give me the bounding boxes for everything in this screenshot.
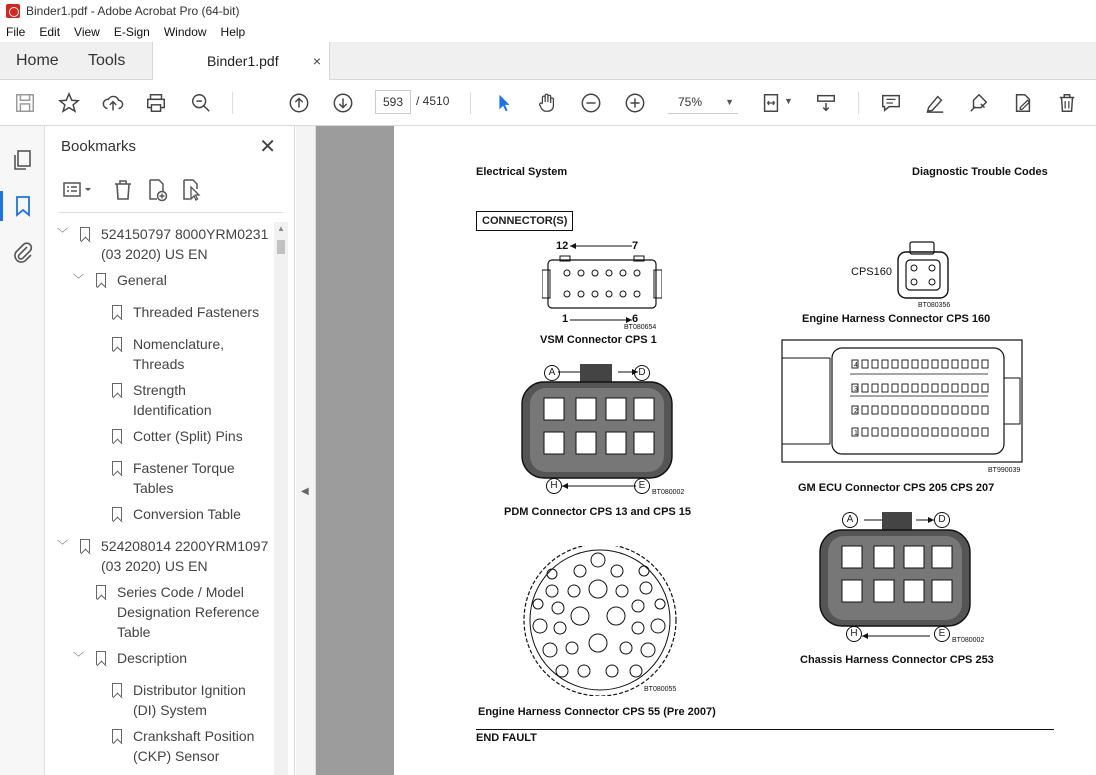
page-number-input[interactable]: 593 [375,90,411,114]
chevron-down-icon[interactable]: ﹀ [73,274,84,286]
bookmark-label: (CKP) Sensor [133,748,220,764]
bookmark-icon [96,273,106,287]
title-bar [0,0,1096,22]
tab-close-button[interactable]: × [312,53,321,69]
bookmark-label: Strength [133,382,186,398]
bookmark-item[interactable] [45,582,275,642]
chassis-caption: Chassis Harness Connector CPS 253 [800,654,994,666]
bookmark-icon [112,729,122,743]
menu-help[interactable]: Help [220,25,246,39]
delete-trash-icon[interactable] [1054,90,1080,116]
bookmark-panel-icon[interactable] [11,194,35,218]
bookmark-label: Nomenclature, [133,336,225,352]
upload-cloud-icon[interactable] [100,90,126,116]
document-margin [316,126,394,775]
tab-home[interactable]: Home [16,52,59,69]
bookmark-label: Series Code / Model [117,584,244,600]
select-cursor-icon[interactable] [491,90,517,116]
collapse-left-icon[interactable]: ◀ [301,486,309,497]
bookmark-item[interactable] [45,334,275,374]
vsm-caption: VSM Connector CPS 1 [540,334,657,346]
toolbar [0,80,1096,126]
gm-ecu-row-label: 3 [854,386,858,393]
chevron-down-icon: ▼ [725,97,734,107]
bookmark-icon [112,507,122,521]
add-bookmark-icon[interactable] [145,178,169,202]
bookmarks-toolbar [55,176,283,202]
cps55-caption: Engine Harness Connector CPS 55 (Pre 2007) [478,706,716,718]
end-fault-label: END FAULT [476,732,537,744]
edit-pdf-icon[interactable] [1010,90,1036,116]
bookmark-icon [112,383,122,397]
menu-esign[interactable]: E-Sign [113,25,150,39]
page-down-icon[interactable] [330,90,356,116]
chevron-down-icon[interactable]: ﹀ [57,540,68,552]
bookmark-label: 524150797 8000YRM0231 [101,226,269,242]
bookmark-icon [112,305,122,319]
divider [59,212,283,213]
bookmark-options-icon[interactable] [61,178,97,202]
pdm-connector-diagram [516,362,686,494]
bookmark-label: (03 2020) US EN [101,558,208,574]
page-thumbnails-icon[interactable] [11,148,35,172]
tab-tools[interactable]: Tools [88,52,126,69]
cps55-connector-diagram [514,546,690,696]
bookmark-item[interactable] [45,504,275,524]
page-total: / 4510 [416,94,450,108]
bookmark-label: Fastener Torque [133,460,235,476]
bookmark-label: Table [117,624,151,640]
bookmark-label: Tables [133,480,174,496]
pdm-pin-h: H [546,478,562,494]
find-bookmark-icon[interactable] [179,178,203,202]
chassis-pin-d: D [934,512,950,528]
figure-code: BT080002 [952,637,985,644]
bookmark-label: Threaded Fasteners [133,304,260,320]
print-icon[interactable] [143,90,169,116]
menu-file[interactable]: File [6,25,26,39]
scroll-up-icon[interactable]: ▲ [277,224,285,233]
zoom-out-icon[interactable] [578,90,604,116]
scroll-mode-icon[interactable] [813,90,839,116]
star-icon[interactable] [56,90,82,116]
cps160-caption: Engine Harness Connector CPS 160 [802,313,991,325]
tab-bar [0,42,1096,80]
pdm-pin-e: E [634,478,650,494]
page-fit-icon[interactable] [758,90,784,116]
bookmark-item[interactable] [45,426,275,446]
scrollbar-thumb[interactable] [277,240,285,254]
page-header-left: Electrical System [476,166,568,178]
chevron-down-icon[interactable]: ▼ [784,96,793,106]
pdm-caption: PDM Connector CPS 13 and CPS 15 [504,506,692,518]
zoom-level-select[interactable] [668,90,738,114]
gm-ecu-row-label: 1 [854,430,858,437]
chevron-down-icon[interactable]: ﹀ [57,228,68,240]
toolbar-divider [470,92,471,114]
bookmark-tree [45,222,275,775]
zoom-search-icon[interactable] [188,90,214,116]
bookmark-label: (03 2020) US EN [101,246,208,262]
tab-document-label: Binder1.pdf [207,53,279,69]
bookmark-label: Identification [133,402,212,418]
chassis-pin-h: H [846,626,862,642]
bookmarks-panel [45,126,295,775]
figure-code: BT990039 [988,467,1021,474]
menu-edit[interactable]: Edit [39,25,61,39]
bookmark-icon [96,585,106,599]
bookmark-label: Cotter (Split) Pins [133,428,243,444]
acrobat-logo-icon [6,4,20,18]
figure-code: BT080055 [644,686,677,693]
chassis-pin-a: A [842,512,858,528]
tab-document[interactable] [152,42,330,81]
bookmark-item[interactable] [45,648,275,668]
left-navigation-rail [0,126,45,775]
bookmark-item[interactable] [45,302,275,322]
chassis-connector-diagram [816,508,986,644]
vsm-pin-label: 1 [562,313,569,325]
cps160-label: CPS160 [851,266,892,278]
figure-code: BT080356 [918,302,951,309]
chassis-pin-e: E [934,626,950,642]
bookmark-label: Description [117,650,188,666]
active-panel-indicator [0,191,3,221]
pdm-pin-a: A [544,365,560,381]
close-icon[interactable]: ✕ [259,136,276,158]
figure-code: BT080654 [624,324,657,331]
bookmark-label: Crankshaft Position [133,728,255,744]
bookmark-icon [80,227,90,241]
bookmark-icon [112,461,122,475]
menu-bar [0,22,1096,42]
toolbar-divider [858,92,859,114]
gm-ecu-connector-diagram [780,338,1026,468]
hand-tool-icon[interactable] [534,90,560,116]
bookmark-item[interactable] [45,536,275,576]
divider [476,729,1054,730]
gm-ecu-row-label: 2 [854,408,858,415]
zoom-in-icon[interactable] [622,90,648,116]
bookmark-item[interactable] [45,726,275,766]
chevron-down-icon[interactable]: ﹀ [73,652,84,664]
menu-view[interactable]: View [74,25,100,39]
menu-window[interactable]: Window [163,25,207,39]
bookmark-item[interactable] [45,270,275,290]
bookmark-icon [80,539,90,553]
panel-collapse-bar[interactable] [296,126,316,775]
section-box: CONNECTOR(S) [476,211,573,231]
pdf-page [394,126,1096,775]
gm-ecu-caption: GM ECU Connector CPS 205 CPS 207 [798,482,995,494]
bookmark-label: (DI) System [133,702,207,718]
comment-icon[interactable] [878,90,904,116]
highlight-pen-icon[interactable] [922,90,948,116]
bookmark-label: Distributor Ignition [133,682,246,698]
save-icon[interactable] [12,90,38,116]
delete-bookmark-icon[interactable] [111,178,135,202]
vsm-pin-label: 7 [632,240,639,252]
bookmarks-scrollbar[interactable] [274,222,288,775]
window-title: Binder1.pdf - Adobe Acrobat Pro (64-bit) [26,4,240,18]
bookmark-label: Designation Reference [117,604,260,620]
attachment-paperclip-icon[interactable] [11,240,35,264]
bookmark-icon [112,429,122,443]
bookmarks-title: Bookmarks [61,138,137,155]
pdm-pin-d: D [634,365,650,381]
bookmark-label: Conversion Table [133,506,241,522]
toolbar-divider [232,92,233,114]
bookmark-item[interactable] [45,458,275,498]
bookmark-label: 524208014 2200YRM1097 [101,538,269,554]
page-header-right: Diagnostic Trouble Codes [912,166,1048,178]
bookmark-label: General [117,272,167,288]
vsm-pin-label: 12 [556,240,569,252]
page-up-icon[interactable] [286,90,312,116]
bookmark-icon [96,651,106,665]
cps160-connector-diagram [896,240,952,302]
bookmark-label: Threads [133,356,185,372]
bookmark-item[interactable] [45,380,275,420]
vsm-pin-label: 6 [632,313,639,325]
figure-code: BT080002 [652,489,685,496]
gm-ecu-row-label: 4 [854,362,858,369]
bookmark-item[interactable] [45,680,275,720]
zoom-level-value: 75% [678,95,703,109]
bookmark-icon [112,337,122,351]
draw-pen-icon[interactable] [966,90,992,116]
bookmark-icon [112,683,122,697]
bookmark-item[interactable] [45,224,275,264]
